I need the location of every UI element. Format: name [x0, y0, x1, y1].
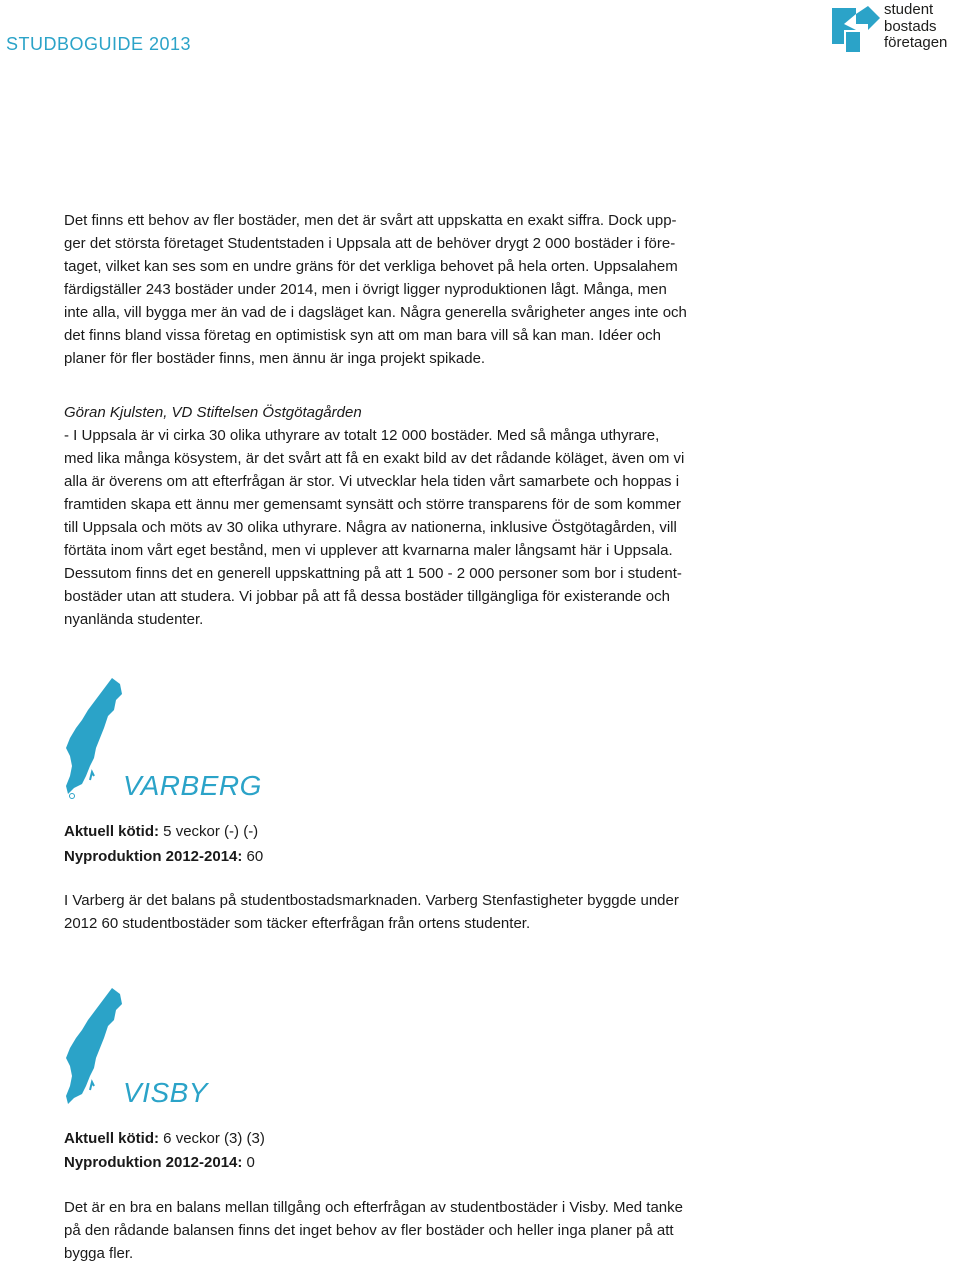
intro-line: Det finns ett behov av fler bostäder, men det är svårt att uppskatta en exakt siffra. Dock upp- — [64, 212, 677, 229]
quote-line: Dessutom finns det en generell uppskattning på att 1 500 - 2 000 personer som bor i student- — [64, 565, 682, 582]
queue-time-label: Aktuell kötid: — [64, 823, 160, 840]
company-logo — [830, 2, 956, 56]
logo-text-line-2: bostads — [884, 17, 937, 35]
intro-line: ger det största företaget Studentstaden i Uppsala att de behöver drygt 2 000 bostäder i före- — [64, 235, 676, 252]
new-production-label: Nyproduktion 2012-2014: — [64, 848, 243, 865]
quote-line: till Uppsala och möts av 30 olika uthyrare. Några av nationerna, inklusive Östgötagården, vill — [64, 519, 677, 536]
city-heading-varberg: VARBERG — [123, 770, 262, 801]
new-production-varberg — [64, 845, 263, 868]
queue-time-varberg — [64, 820, 258, 843]
visby-line: på den rådande balansen finns det inget behov av fler bostäder och heller inga planer på att — [64, 1222, 674, 1239]
queue-time-value: 5 veckor (-) (-) — [159, 823, 259, 840]
varberg-line: I Varberg är det balans på studentbostadsmarknaden. Varberg Stenfastigheter byggde under — [64, 892, 679, 909]
quote-author: Göran Kjulsten, VD Stiftelsen Östgötagården — [64, 404, 362, 421]
varberg-paragraph — [64, 889, 754, 935]
quote-line: - I Uppsala är vi cirka 30 olika uthyrare av totalt 12 000 bostäder. Med så många uthyrare, — [64, 427, 660, 444]
intro-paragraph — [64, 209, 754, 370]
new-production-visby — [64, 1151, 255, 1174]
varberg-line: 2012 60 studentbostäder som täcker efterfrågan från ortens studenter. — [64, 915, 531, 932]
visby-line: Det är en bra en balans mellan tillgång och efterfrågan av studentbostäder i Visby. Med tanke — [64, 1199, 683, 1216]
intro-line: taget, vilket kan ses som en undre gräns för det verkliga behovet på hela orten. Uppsalahem — [64, 258, 678, 275]
quote-line: alla är överens om att efterfrågan är stor. Vi utvecklar hela tiden vårt samarbete och hoppas i — [64, 473, 680, 490]
city-heading-visby: VISBY — [123, 1077, 208, 1108]
queue-time-value: 6 veckor (3) (3) — [159, 1130, 265, 1147]
quote-line: bostäder utan att studera. Vi jobbar på att få dessa bostäder tillgängliga för existerande och — [64, 588, 670, 605]
quote-paragraph — [64, 424, 754, 631]
sweden-map-icon — [60, 676, 124, 806]
visby-paragraph — [64, 1196, 754, 1265]
quote-line: framtiden skapa ett ännu mer gemensamt synsätt och större transparens för de som kommer — [64, 496, 681, 513]
intro-line: det finns bland vissa företag en optimistisk syn att om man bara vill så kan man. Idéer och — [64, 327, 661, 344]
page-header-title: STUDBOGUIDE 2013 — [6, 34, 192, 54]
visby-line: bygga fler. — [64, 1245, 134, 1262]
quote-line: nyanlända studenter. — [64, 611, 204, 628]
logo-text-line-3: företagen — [884, 34, 948, 51]
logo-text-line-1: student — [884, 1, 934, 18]
new-production-label: Nyproduktion 2012-2014: — [64, 1154, 243, 1171]
queue-time-label: Aktuell kötid: — [64, 1130, 160, 1147]
intro-line: färdigställer 243 bostäder under 2014, men i övrigt ligger nyproduktionen lågt. Många, men — [64, 281, 667, 298]
arrow-logo-icon — [830, 4, 882, 54]
new-production-value: 60 — [242, 848, 264, 865]
queue-time-visby — [64, 1127, 265, 1150]
sweden-map-icon — [60, 986, 124, 1116]
quote-line: förtäta inom vårt eget bestånd, men vi upplever att kvarnarna maler långsamt här i Uppsala. — [64, 542, 673, 559]
quote-line: med lika många kösystem, är det svårt att få en exakt bild av det rådande köläget, även om vi — [64, 450, 685, 467]
intro-line: planer för fler bostäder finns, men ännu är inga projekt spikade. — [64, 350, 486, 367]
new-production-value: 0 — [242, 1154, 255, 1171]
intro-line: inte alla, vill bygga mer än vad de i dagsläget kan. Några generella svårigheter anges inte och — [64, 304, 687, 321]
